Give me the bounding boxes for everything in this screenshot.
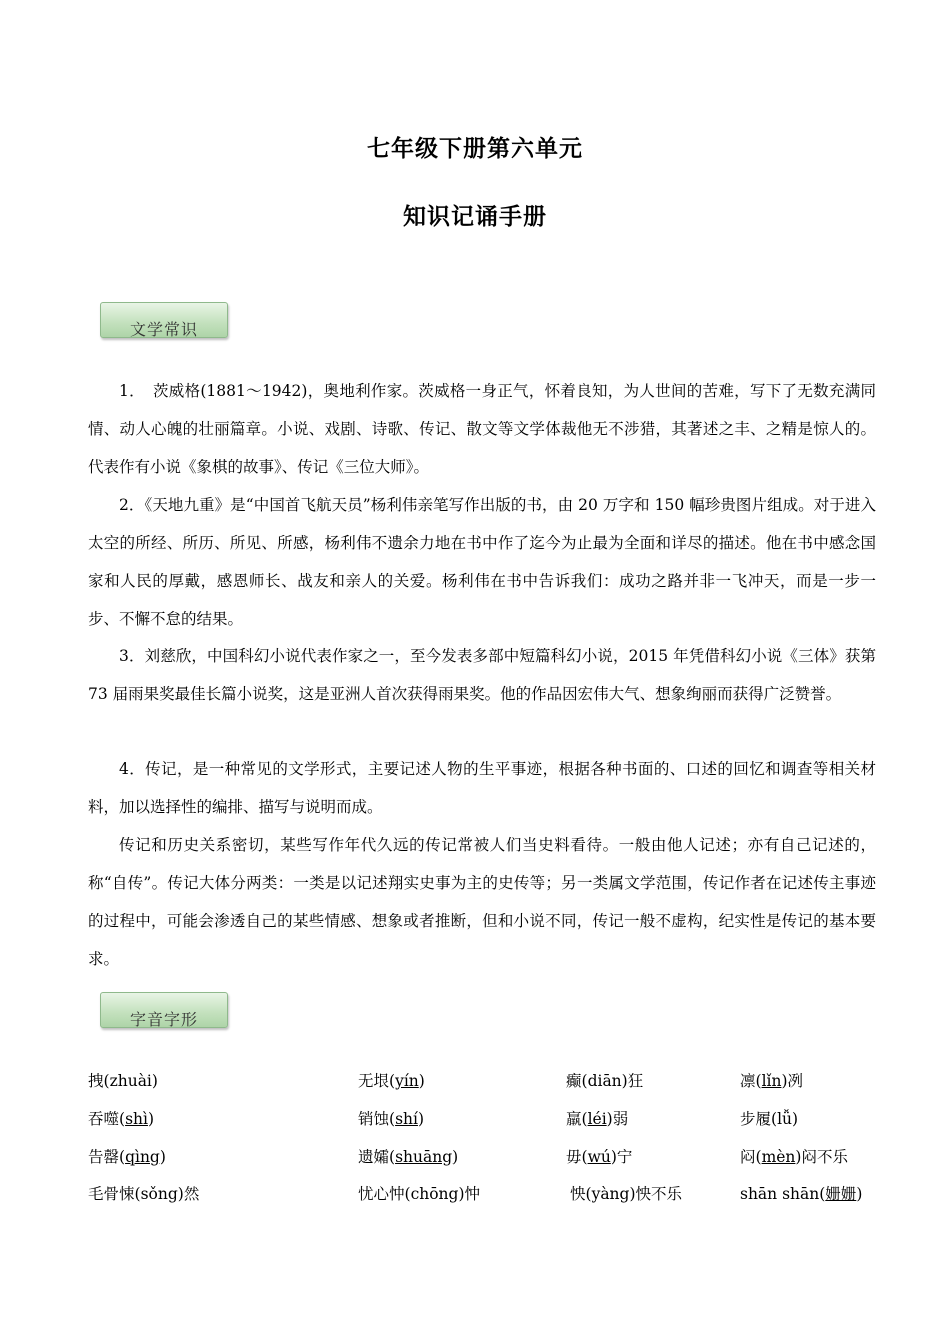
section-badge-label: 字音字形 [129,1010,198,1028]
word-item: 忧心忡(chōng)忡 [358,1185,481,1203]
word-item: 怏(yàng)怏不乐 [570,1185,683,1203]
word-item: 告罄(qìng) [88,1148,166,1166]
section-badge-literature [100,302,228,338]
word-item: 癫(diān)狂 [566,1072,644,1090]
word-item: 凛(lǐn)冽 [740,1072,804,1090]
word-item: shān shān(姗姗) [740,1185,863,1203]
paragraph-yang-liwei: 2．《天地九重》是“中国首飞航天员”杨利伟亲笔写作出版的书，由 20 万字和 150 幅珍贵图片组成。对于进入太空的所经、所历、所见、所感，杨利伟不遗余力地在书中作了迄今为止最为全面和详尽的描述。他在书中感念国家和人民的厚戴，感恩师长、战友和亲人的关爱。杨利伟在书中告诉我们：成功之路并非一飞冲天，而是一步一步、不懈不怠的结果。 [88,496,876,628]
word-item: 步履(lǚ) [740,1110,799,1128]
paragraph-biography-definition: 4．传记，是一种常见的文学形式，主要记述人物的生平事迹，根据各种书面的、口述的回忆和调查等相关材料，加以选择性的编排、描写与说明而成。 [88,760,876,816]
word-item: 吞噬(shì) [88,1110,155,1128]
section-badge-characters [100,992,228,1028]
word-item: 毋(wú)宁 [566,1148,633,1166]
word-item: 遗孀(shuāng) [358,1148,459,1166]
word-item: 羸(léi)弱 [566,1110,629,1128]
word-item: 毛骨悚(sǒng)然 [88,1185,200,1203]
word-item: 销蚀(shí) [358,1110,425,1128]
page-title: 七年级下册第六单元 [367,135,583,162]
word-item: 无垠(yín) [358,1072,425,1090]
paragraph-biography-history: 传记和历史关系密切，某些写作年代久远的传记常被人们当史料看待。一般由他人记述；亦有自己记述的，称“自传”。传记大体分两类：一类是以记述翔实史事为主的史传等；另一类属文学范围，传记作者在记述传主事迹的过程中，可能会渗透自己的某些情感、想象或者推断，但和小说不同，传记一般不虚构，纪实性是传记的基本要求。 [88,836,876,968]
page-subtitle: 知识记诵手册 [403,203,547,230]
word-item: 闷(mèn)闷不乐 [740,1148,848,1166]
paragraph-liu-cixin: 3．刘慈欣，中国科幻小说代表作家之一，至今发表多部中短篇科幻小说，2015 年凭借科幻小说《三体》获第 73 届雨果奖最佳长篇小说奖，这是亚洲人首次获得雨果奖。他的作品因宏伟大气、想象绚丽而获得广泛赞誉。 [88,647,876,703]
section-badge-label: 文学常识 [129,320,198,338]
word-item: 拽(zhuài) [88,1072,158,1090]
paragraph-zweig: 1． 茨威格(1881～1942)，奥地利作家。茨威格一身正气，怀着良知，为人世间的苦难，写下了无数充满同情、动人心魄的壮丽篇章。小说、戏剧、诗歌、传记、散文等文学体裁他无不涉猎，其著述之丰、之精是惊人的。代表作有小说《象棋的故事》、传记《三位大师》。 [88,382,876,476]
